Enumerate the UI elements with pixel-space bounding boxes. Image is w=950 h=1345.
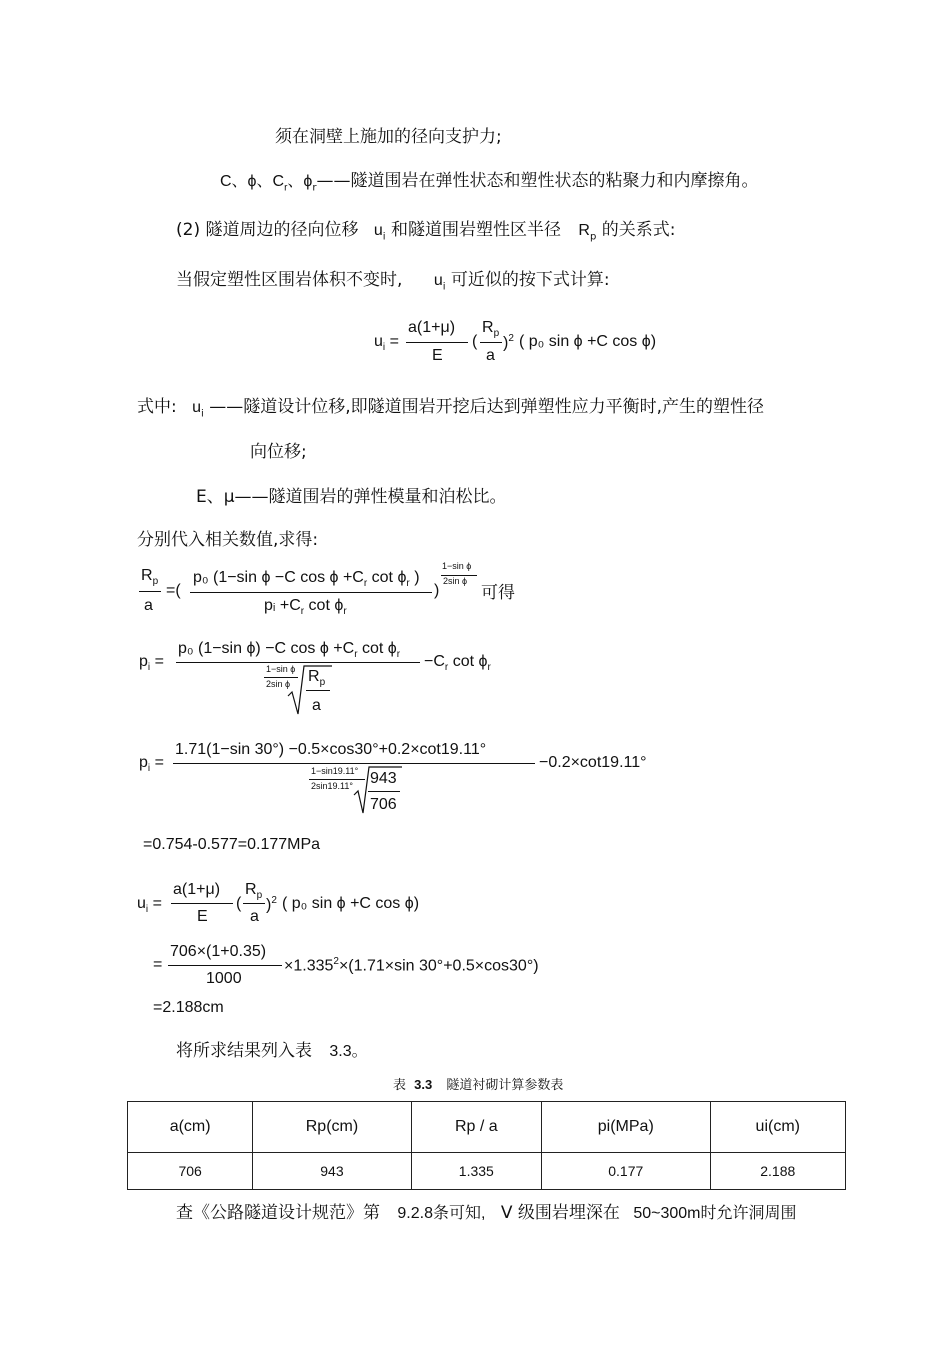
- eq3-root-a: a: [312, 697, 321, 714]
- subscript-i: i: [382, 231, 386, 243]
- last-line-b: 9.2.8条可知,: [397, 1205, 486, 1222]
- text-line-cohesion-definition: [220, 166, 759, 193]
- table-cell: 1.335: [411, 1153, 541, 1190]
- eq2-kede: 可得: [481, 583, 515, 603]
- table-caption-title: 隧道衬砌计算参数表: [446, 1078, 564, 1093]
- last-line-d: 50~300m时允许洞周围: [633, 1205, 797, 1222]
- eq2-fraction-line: [190, 592, 432, 593]
- eq5-fraction-line: [168, 965, 282, 966]
- eq2-exponent-num: 1−sin ϕ: [442, 561, 472, 571]
- eq4-root-index-num: 1−sin19.11°: [311, 766, 359, 776]
- eq2-lhs-line: [139, 591, 161, 592]
- table-cell: 943: [253, 1153, 411, 1190]
- eq5a-Rp: $R_p$: [245, 881, 263, 902]
- eq2-Rp: $R_p$: [141, 567, 159, 588]
- eq5a-paren-open: (: [236, 895, 242, 912]
- symbol-c-phi: C、ϕ、C: [220, 173, 285, 190]
- eq4-root-numerator: 943: [370, 770, 397, 787]
- table-header-row: [128, 1102, 846, 1153]
- table-cell: 2.188: [710, 1153, 845, 1190]
- result-pi: =0.754-0.577=0.177MPa: [143, 836, 321, 853]
- table-cell: 0.177: [542, 1153, 711, 1190]
- where-continuation: 向位移;: [250, 442, 307, 462]
- eq3-tail: $-C_r$ $\cot \phi_r$: [424, 653, 491, 674]
- eq5a-lhs: $u_i$ =: [137, 895, 162, 916]
- eq2-a: a: [144, 597, 153, 614]
- eq3-root-index-num: 1−sin ϕ: [266, 664, 296, 674]
- parameter-table: [127, 1101, 846, 1190]
- substitute-line: 分别代入相关数值,求得:: [137, 530, 319, 550]
- eq2-equals: =(: [166, 582, 181, 599]
- eq1-paren-open: (: [472, 333, 478, 350]
- eq4-numerator: 1.71(1−sin 30°) −0.5×cos30°+0.2×cot19.11°: [175, 741, 487, 758]
- eq1-numerator: a(1+μ): [408, 319, 456, 336]
- eq5a-paren-close: )$^2$: [266, 895, 277, 914]
- eq5-equals: =: [153, 956, 163, 973]
- list-results-line: [176, 1036, 368, 1061]
- subscript-i: i: [201, 408, 204, 420]
- eq4-lhs: $p_i$ =: [139, 754, 164, 775]
- eq4-root-line: [368, 791, 400, 792]
- assumption-end: 可近似的按下式计算:: [450, 270, 610, 290]
- eq1-tail: ( p₀ sin ϕ +C cos ϕ): [519, 333, 657, 350]
- subscript-i: i: [442, 281, 446, 293]
- eq3-root-Rp: $R_p$: [308, 668, 326, 689]
- eq1-ratio-line: [480, 342, 502, 343]
- eq1-a: a: [486, 347, 495, 364]
- eq3-fraction-line: [176, 662, 420, 663]
- relationship-middle: 和隧道围岩塑性区半径: [390, 220, 561, 240]
- eq3-lhs: $p_i$ =: [139, 653, 164, 674]
- table-caption-prefix: 表: [393, 1078, 407, 1093]
- eq5-tail: $\times 1.335^2\times(1.71\times\sin$ 30°+0.5×cos30°): [284, 956, 539, 975]
- last-line-c: V 级围岩埋深在: [500, 1203, 620, 1223]
- cohesion-description: ——隧道围岩在弹性状态和塑性状态的粘聚力和内摩擦角。: [316, 171, 759, 191]
- list-results-ref: 3.3。: [329, 1043, 368, 1060]
- table-header-cell: Rp / a: [411, 1102, 541, 1153]
- where-description: ——隧道设计位移,即隧道围岩开挖后达到弹塑性应力平衡时,产生的塑性径: [209, 397, 765, 417]
- eq1-lhs: $u_i$ =: [374, 333, 399, 354]
- last-line-a: 查《公路隧道设计规范》第: [176, 1203, 380, 1223]
- eq2-denominator: pᵢ $+C_r$ $\cot \phi_r$: [264, 597, 347, 618]
- table-header-cell: pi(MPa): [542, 1102, 711, 1153]
- relationship-end: 的关系式:: [601, 220, 676, 240]
- eq2-paren-close: ): [434, 582, 440, 599]
- symbol-phi-r: 、ϕ: [287, 173, 313, 190]
- text-line-assumption: [176, 265, 610, 292]
- where-clause: [137, 392, 764, 419]
- eq5a-ratio-line: [243, 903, 265, 904]
- eq5a-denominator: E: [197, 908, 208, 925]
- symbol-R: R: [578, 222, 590, 239]
- result-ui: =2.188cm: [153, 999, 224, 1016]
- modulus-definition: E、μ——隧道围岩的弹性模量和泊松比。: [196, 487, 507, 507]
- eq5a-tail: ( p₀ sin ϕ +C cos ϕ): [282, 895, 420, 912]
- table-cell: 706: [128, 1153, 253, 1190]
- eq5-numerator: 706×(1+0.35): [170, 943, 267, 960]
- table-row: [128, 1153, 846, 1190]
- subscript-r: r: [284, 182, 288, 194]
- last-line: [176, 1198, 796, 1223]
- text-line-relationship: [176, 215, 675, 242]
- relationship-intro: (2) 隧道周边的径向位移: [176, 220, 359, 240]
- eq5a-numerator: a(1+μ): [173, 881, 221, 898]
- eq4-fraction-line: [173, 763, 535, 764]
- table-header-cell: Rp(cm): [253, 1102, 411, 1153]
- assumption-intro: 当假定塑性区围岩体积不变时,: [176, 270, 403, 290]
- eq1-denominator: E: [432, 347, 443, 364]
- eq3-root-line: [306, 690, 330, 691]
- table-caption: [393, 1074, 563, 1093]
- eq4-tail: −0.2×cot19.11°: [539, 754, 647, 771]
- eq3-numerator: p₀ (1−sin ϕ) −C $\cos \phi +C_r$ $\cot \phi_r$: [178, 640, 401, 661]
- text-line-support-force: 须在洞壁上施加的径向支护力;: [275, 127, 502, 147]
- symbol-u: u: [433, 272, 443, 289]
- eq1-fraction-line: [406, 342, 468, 343]
- eq5a-fraction-line: [171, 903, 233, 904]
- subscript-r: r: [312, 182, 317, 194]
- table-caption-number: 3.3: [414, 1077, 433, 1092]
- eq2-exponent-den: 2sin ϕ: [443, 576, 468, 586]
- eq2-numerator: p₀ (1−sin ϕ −C $\cos \phi +C_r$ $\cot \phi_r$ ): [193, 569, 420, 590]
- subscript-p: p: [589, 231, 597, 243]
- eq5a-a: a: [250, 908, 259, 925]
- eq3-root-index-den: 2sin ϕ: [266, 679, 291, 689]
- list-results-text: 将所求结果列入表: [176, 1041, 312, 1061]
- eq1-paren-close: )$^2$: [503, 333, 514, 352]
- eq1-Rp: $R_p$: [482, 319, 500, 340]
- eq4-root-index-den: 2sin19.11°: [311, 781, 353, 791]
- symbol-u: u: [373, 222, 383, 239]
- table-header-cell: a(cm): [128, 1102, 253, 1153]
- eq5-denominator: 1000: [206, 970, 242, 987]
- table-header-cell: ui(cm): [710, 1102, 845, 1153]
- symbol-u: u: [192, 399, 202, 416]
- eq4-root-denominator: 706: [370, 796, 397, 813]
- where-label: 式中:: [137, 397, 177, 417]
